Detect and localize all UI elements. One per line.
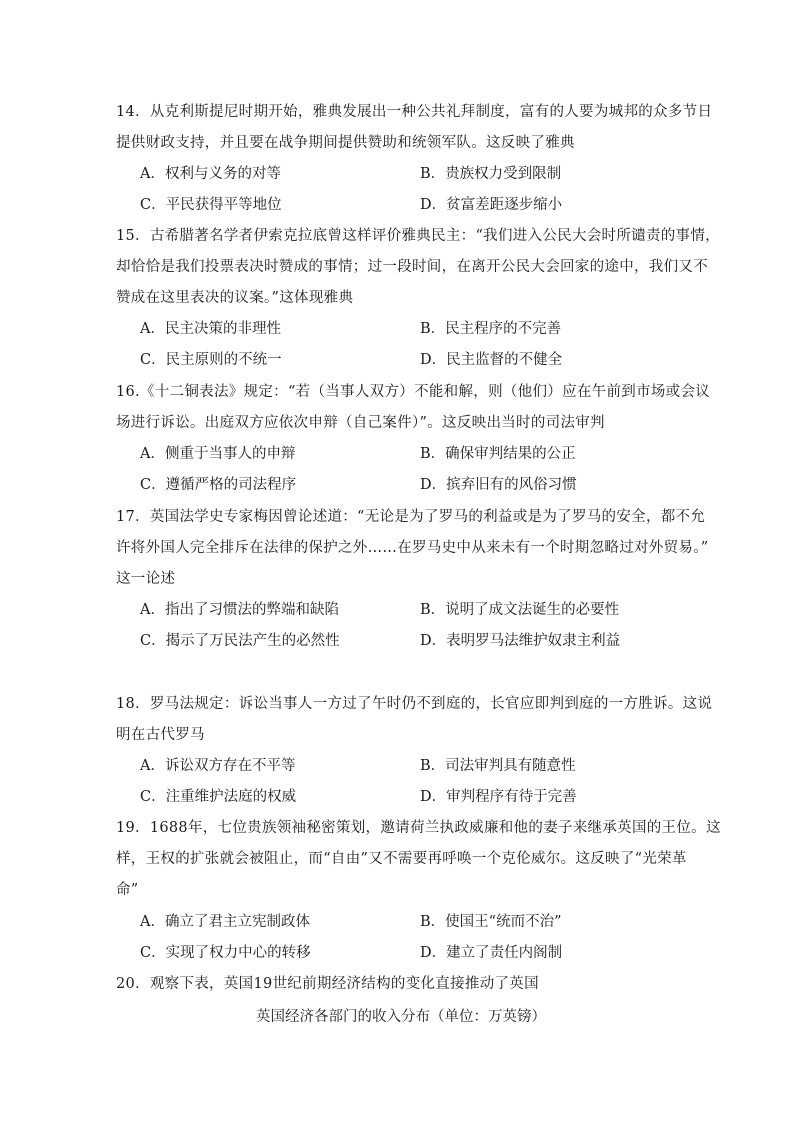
option-a[interactable]: A．民主决策的非理性 <box>140 321 281 337</box>
option-d[interactable]: D．审判程序有待于完善 <box>420 789 577 805</box>
question-16-options <box>140 439 700 501</box>
question-line: 场进行诉讼。出庭双方应依次申辩（自己案件）”。这反映出当时的司法审判 <box>116 415 605 431</box>
question-15-options <box>140 314 700 376</box>
question-line: 提供财政支持，并且要在战争期间提供赞助和统领军队。这反映了雅典 <box>116 135 575 151</box>
option-d[interactable]: D．表明罗马法维护奴隶主利益 <box>420 633 621 649</box>
option-d[interactable]: D．贫富差距逐步缩小 <box>420 197 563 213</box>
option-c[interactable]: C．遵循严格的司法程序 <box>140 477 297 493</box>
question-14-stem <box>116 97 713 159</box>
table-caption: 英国经济各部门的收入分布（单位：万英镑） <box>256 1009 546 1025</box>
question-line: 这一论述 <box>116 571 176 587</box>
option-a[interactable]: A．侧重于当事人的申辩 <box>140 446 296 462</box>
option-c[interactable]: C．民主原则的不统一 <box>140 352 282 368</box>
option-a[interactable]: A．指出了习惯法的弊端和缺陷 <box>140 602 339 618</box>
option-d[interactable]: D．民主监督的不健全 <box>420 352 563 368</box>
question-line: 明在古代罗马 <box>116 727 205 743</box>
question-line: 许将外国人完全排斥在法律的保护之外……在罗马史中从来未有一个时期忽略过对外贸易。” <box>116 540 709 556</box>
option-b[interactable]: B．确保审判结果的公正 <box>420 446 576 462</box>
option-b[interactable]: B．使国王“统而不治” <box>420 914 562 930</box>
question-17-stem <box>116 502 709 595</box>
question-19-stem <box>116 813 721 906</box>
question-line: 14．从克利斯提尼时期开始，雅典发展出一种公共礼拜制度，富有的人要为城邦的众多节日 <box>116 104 713 120</box>
question-line: 18．罗马法规定：诉讼当事人一方过了午时仍不到庭的，长官应即判到庭的一方胜诉。这说 <box>116 696 713 712</box>
question-line: 19．1688年，七位贵族领袖秘密策划，邀请荷兰执政威廉和他的妻子来继承英国的王位。这 <box>116 820 721 836</box>
question-line: 20．观察下表，英国19世纪前期经济结构的变化直接推动了英国 <box>116 976 539 992</box>
question-line: 15．古希腊著名学者伊索克拉底曾这样评价雅典民主：“我们进入公民大会时所谴责的事情， <box>116 228 720 244</box>
question-line: 17．英国法学史专家梅因曾论述道：“无论是为了罗马的利益或是为了罗马的安全，都不允 <box>116 509 706 525</box>
option-d[interactable]: D．摈弃旧有的风俗习惯 <box>420 477 577 493</box>
question-line: 样，王权的扩张就会被阻止，而“自由”又不需要再呼唤一个克伦威尔。这反映了“光荣革 <box>116 851 687 867</box>
question-20-stem <box>116 969 686 1000</box>
option-b[interactable]: B．贵族权力受到限制 <box>420 166 562 182</box>
question-line: 16.《十二铜表法》规定：“若（当事人双方）不能和解，则（他们）应在午前到市场或会议 <box>116 384 711 400</box>
question-15-stem <box>116 221 720 314</box>
question-16-stem <box>116 377 711 439</box>
option-a[interactable]: A．权利与义务的对等 <box>140 166 281 182</box>
option-a[interactable]: A．确立了君主立宪制政体 <box>140 914 310 930</box>
question-18-options <box>140 751 700 813</box>
option-d[interactable]: D．建立了责任内阁制 <box>420 945 563 961</box>
question-18-stem <box>116 689 713 751</box>
option-b[interactable]: B．民主程序的不完善 <box>420 321 562 337</box>
option-c[interactable]: C．平民获得平等地位 <box>140 197 282 213</box>
option-c[interactable]: C．揭示了万民法产生的必然性 <box>140 633 340 649</box>
option-c[interactable]: C．实现了权力中心的转移 <box>140 945 311 961</box>
option-b[interactable]: B．司法审判具有随意性 <box>420 758 576 774</box>
option-b[interactable]: B．说明了成文法诞生的必要性 <box>420 602 620 618</box>
question-line: 命” <box>116 882 139 898</box>
question-17-options <box>140 595 700 657</box>
question-line: 却恰恰是我们投票表决时赞成的事情；过一段时间，在离开公民大会回家的途中，我们又不 <box>116 259 708 275</box>
option-a[interactable]: A．诉讼双方存在不平等 <box>140 758 296 774</box>
question-line: 赞成在这里表决的议案。”这体现雅典 <box>116 290 354 306</box>
question-14-options <box>140 159 700 221</box>
question-19-options <box>140 907 700 969</box>
option-c[interactable]: C．注重维护法庭的权威 <box>140 789 297 805</box>
